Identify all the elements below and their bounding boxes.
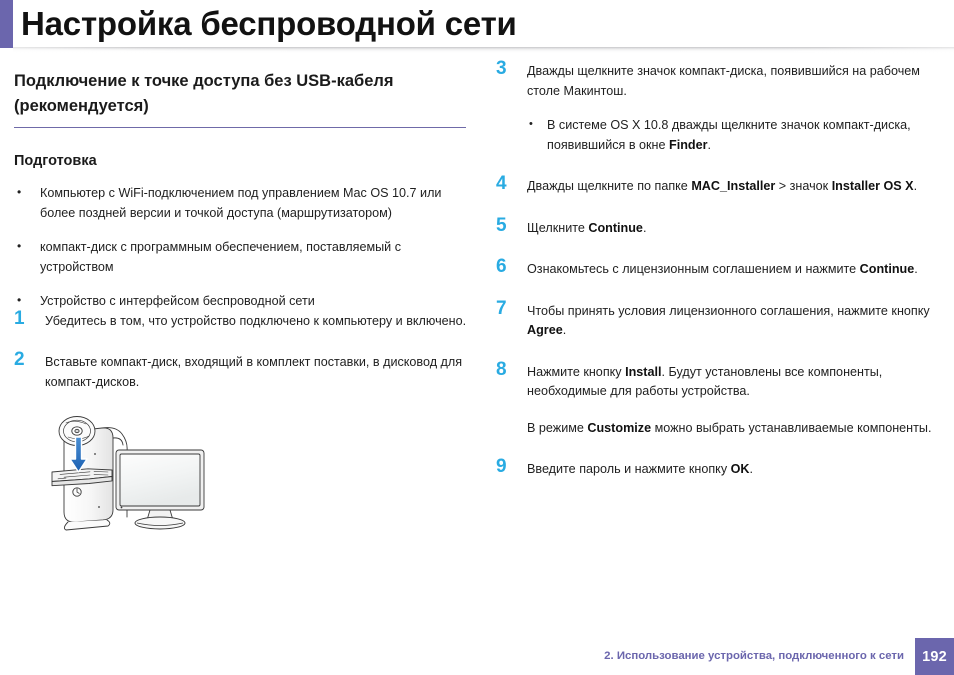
step-item [496,58,944,155]
step-sub-bullet: • В системе OS X 10.8 дважды щелкните значок компакт-диска, появившийся в окне Finder. [527,116,944,155]
left-column [14,62,474,532]
sub-heading: Подготовка [14,153,97,169]
step-text: Введите пароль и нажмите кнопку OK. [527,462,754,476]
step-text: Вставьте компакт-диск, входящий в комплект поставки, в дисковод для компакт-дисков. [45,355,463,389]
step-item [14,307,474,332]
step-text: Убедитесь в том, что устройство подключено к компьютеру и включено. [45,313,467,328]
page-number-badge: 192 [915,638,954,675]
step-number: 2 [14,349,25,370]
step-text: Дважды щелкните по папке MAC_Installer > значок Installer OS X. [527,179,918,193]
cd-insert-illustration [42,414,212,532]
step-number: 3 [496,58,507,79]
step-item [496,173,944,197]
step-extra-text: В режиме Customize можно выбрать устанавливаемые компоненты. [527,420,932,435]
step-item [496,256,944,280]
step-text: Чтобы принять условия лицензионного соглашения, нажмите кнопку Agree. [527,303,930,337]
step-item [496,297,944,341]
step-item [496,456,944,480]
step-number: 1 [14,307,25,329]
footer-chapter-label: 2. Использование устройства, подключенного к сети [604,650,904,662]
requirement-item: • компакт-диск с программным обеспечением, поставляемый с устройством [14,238,474,277]
step-number: 9 [496,456,507,477]
page-header [0,0,954,48]
right-column [496,58,944,480]
page-title: Настройка беспроводной сети [21,5,517,42]
step-item [14,349,474,392]
step-item [496,358,944,439]
step-number: 6 [496,256,507,277]
step-text: Нажмите кнопку Install. Будут установлены все компоненты, необходимые для работы устройства. [527,364,883,398]
step-text: Дважды щелкните значок компакт-диска, появившийся на рабочем столе Макинтош. [527,64,920,98]
step-number: 5 [496,214,507,236]
step-text: Щелкните Continue. [527,220,647,235]
page-footer [604,638,954,675]
step-number: 8 [496,358,507,380]
header-divider [13,47,954,54]
step-text: Ознакомьтесь с лицензионным соглашением и нажмите Continue. [527,262,918,276]
section-heading: Подключение к точке доступа без USB-кабеля (рекомендуется) [14,72,394,115]
requirement-item: • Устройство с интерфейсом беспроводной сети [14,292,474,312]
left-steps-list [14,307,474,393]
header-accent-bar [0,0,13,48]
requirement-item: • Компьютер с WiFi-подключением под управлением Mac OS 10.7 или более поздней версии и точкой доступа (маршрутизатором) [14,184,474,223]
step-item [496,214,944,239]
step-number: 4 [496,173,507,194]
step-number: 7 [496,297,507,319]
requirements-list [14,184,474,312]
right-steps-list [496,58,944,480]
